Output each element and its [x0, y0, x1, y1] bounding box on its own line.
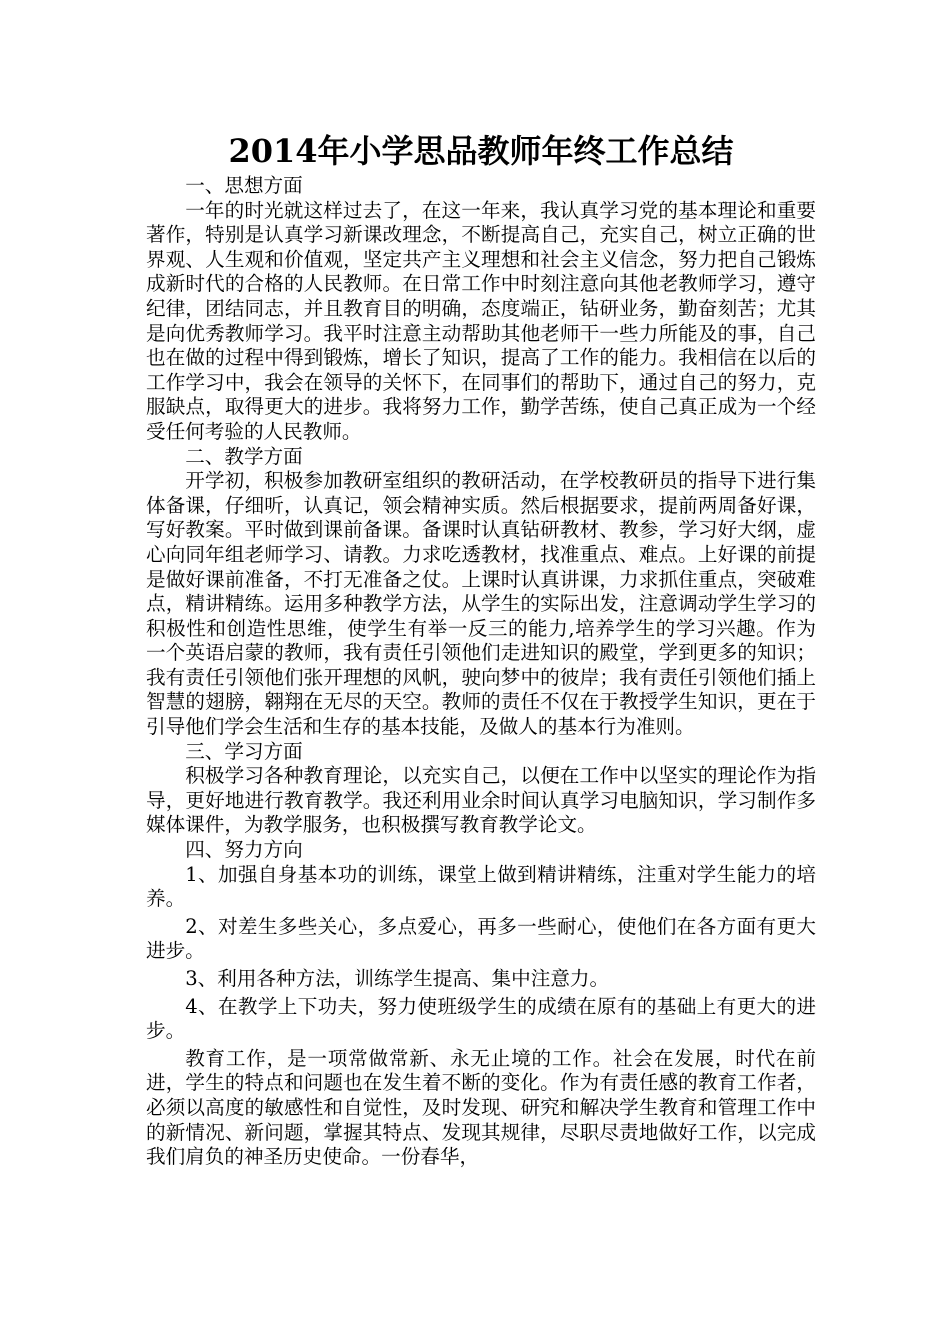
body-paragraph: 一年的时光就这样过去了，在这一年来，我认真学习党的基本理论和重要著作，特别是认真学习新课改理念，不断提高自己，充实自己，树立正确的世界观、人生观和价值观，坚定共产主义理想和社会主义信念，努力把自己锻炼成新时代的合格的人民教师。在日常工作中时刻注意向其他老教师学习，遵守纪律，团结同志，并且教育目的明确，态度端正，钻研业务，勤奋刻苦；尤其是向优秀教师学习。我平时注意主动帮助其他老师干一些力所能及的事，自己也在做的过程中得到锻炼，增长了知识，提高了工作的能力。我相信在以后的工作学习中，我会在领导的关怀下，在同事们的帮助下，通过自己的努力，克服缺点，取得更大的进步。我将努力工作，勤学苦练，使自己真正成为一个经受任何考验的人民教师。 [146, 198, 816, 443]
section-heading: 四、努力方向 [185, 838, 303, 862]
list-item: 2、对差生多些关心，多点爱心，再多一些耐心，使他们在各方面有更大进步。 [146, 914, 816, 963]
section-heading: 二、教学方面 [185, 444, 303, 468]
body-paragraph: 开学初，积极参加教研室组织的教研活动，在学校教研员的指导下进行集体备课，仔细听，认真记，领会精神实质。然后根据要求，提前两周备好课，写好教案。平时做到课前备课。备课时认真钻研教材、教参，学习好大纲，虚心向同年组老师学习、请教。力求吃透教材，找准重点、难点。上好课的前提是做好课前准备，不打无准备之仗。上课时认真讲课，力求抓住重点，突破难点，精讲精练。运用多种教学方法，从学生的实际出发，注意调动学生学习的积极性和创造性思维，使学生有举一反三的能力,培养学生的学习兴趣。作为一个英语启蒙的教师，我有责任引领他们走进知识的殿堂，学到更多的知识；我有责任引领他们张开理想的风帆，驶向梦中的彼岸；我有责任引领他们插上智慧的翅膀，翱翔在无尽的天空。教师的责任不仅在于教授学生知识，更在于引导他们学会生活和生存的基本技能，及做人的基本行为准则。 [146, 469, 816, 739]
document-title: 2014年小学思品教师年终工作总结 [228, 132, 734, 170]
body-paragraph: 教育工作，是一项常做常新、永无止境的工作。社会在发展，时代在前进，学生的特点和问题也在发生着不断的变化。作为有责任感的教育工作者，必须以高度的敏感性和自觉性，及时发现、研究和解决学生教育和管理工作中的新情况、新问题，掌握其特点、发现其规律，尽职尽责地做好工作，以完成我们肩负的神圣历史使命。一份春华， [146, 1046, 816, 1169]
list-item: 1、加强自身基本功的训练，课堂上做到精讲精练，注重对学生能力的培养。 [146, 862, 816, 911]
document-page [146, 128, 816, 1170]
list-item: 3、利用各种方法，训练学生提高、集中注意力。 [185, 967, 610, 990]
section-direction [146, 838, 816, 1170]
section-heading: 三、学习方面 [185, 739, 303, 763]
section-heading: 一、思想方面 [185, 174, 303, 197]
section-teaching [146, 445, 816, 740]
body-paragraph: 积极学习各种教育理论，以充实自己，以便在工作中以坚实的理论作为指导，更好地进行教育教学。我还利用业余时间认真学习电脑知识，学习制作多媒体课件，为教学服务，也积极撰写教育教学论文。 [146, 764, 816, 837]
section-study [146, 740, 816, 838]
list-item: 4、在教学上下功夫，努力使班级学生的成绩在原有的基础上有更大的进步。 [146, 994, 816, 1043]
section-thought [146, 174, 816, 445]
